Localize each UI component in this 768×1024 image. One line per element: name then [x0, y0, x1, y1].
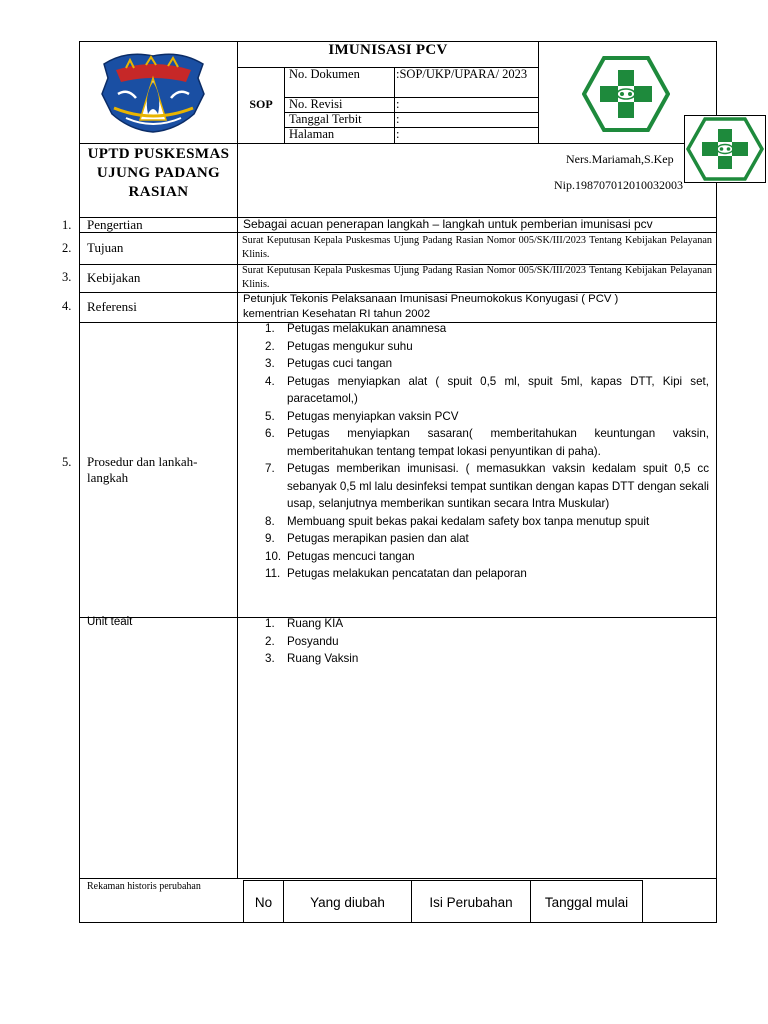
- doc-number-label: No. Dokumen: [289, 67, 360, 81]
- issue-date-label: Tanggal Terbit: [289, 112, 362, 126]
- section-number-3: 3.: [62, 270, 72, 284]
- puskesmas-logo: [582, 56, 670, 132]
- list-item: 7. Petugas memberikan imunisasi. ( memasukkan vaksin kedalam spuit 0,5 cc sebanyak 0,5 ml lalu desinfeksi tempat suntikan dengan kapas DTT dengan sekali usap, selanjutnya memberikan suntikan secara Intra Muskular): [265, 462, 709, 510]
- list-item: 3. Petugas cuci tangan: [265, 357, 393, 370]
- organization-name: UPTD PUSKESMAS UJUNG PADANG RASIAN: [87, 146, 230, 200]
- section-number-1: 1.: [62, 218, 72, 232]
- section-label-kebijakan: Kebijakan: [87, 270, 141, 285]
- section-number-4: 4.: [62, 299, 72, 313]
- section-content-tujuan: Surat Keputusan Kepala Puskesmas Ujung Padang Rasian Nomor 005/SK/III/2023 Tentang Kebijakan Pelayanan Klinis.: [242, 235, 712, 260]
- list-item: 2. Posyandu: [265, 634, 339, 648]
- list-item: 8. Membuang spuit bekas pakai kedalam safety box tanpa menutup spuit: [265, 514, 650, 528]
- list-item: 1. Petugas melakukan anamnesa: [265, 322, 447, 335]
- regional-emblem-logo: [96, 48, 211, 134]
- section-label-unit: Unit teait: [87, 616, 133, 628]
- signatory-nip: Nip.198707012010032003: [554, 178, 683, 192]
- doc-number-value: :SOP/UKP/UPARA/ 2023: [396, 67, 528, 81]
- list-item: 9. Petugas merapikan pasien dan alat: [265, 532, 469, 545]
- list-item: 10. Petugas mencuci tangan: [265, 549, 415, 563]
- history-header-no: No: [254, 895, 273, 910]
- section-label-referensi: Referensi: [87, 299, 137, 314]
- sop-label: SOP: [249, 97, 273, 111]
- section-content-kebijakan: Surat Keputusan Kepala Puskesmas Ujung Padang Rasian Nomor 005/SK/III/2023 Tentang Kebijakan Pelayanan Klinis.: [242, 265, 712, 290]
- section-label-tujuan: Tujuan: [87, 240, 124, 255]
- page-label: Halaman: [289, 127, 335, 141]
- signatory-name: Ners.Mariamah,S.Kep: [566, 152, 674, 166]
- procedure-steps-list: [241, 320, 709, 583]
- section-content-pengertian: Sebagai acuan penerapan langkah – langkah untuk pemberian imunisasi pcv: [243, 217, 653, 231]
- list-item: 6. Petugas menyiapkan sasaran( memberitahukan keuntungan vaksin, memberitahukan tentang tempat lokasi penyuntikan di paha).: [265, 427, 709, 458]
- issue-date-value: :: [396, 112, 400, 126]
- section-number-5: 5.: [62, 455, 72, 469]
- history-label: Rekaman historis perubahan: [87, 881, 201, 892]
- list-item: 4. Petugas menyiapkan alat ( spuit 0,5 ml, spuit 5ml, kapas DTT, Kipi set, paracetamol,): [265, 374, 709, 405]
- list-item: 2. Petugas mengukur suhu: [265, 339, 413, 353]
- revision-label: No. Revisi: [289, 97, 343, 111]
- history-header-changed: Yang diubah: [310, 895, 385, 910]
- list-item: 1. Ruang KIA: [265, 617, 344, 630]
- document-title: IMUNISASI PCV: [328, 42, 448, 58]
- page-value: :: [396, 127, 400, 141]
- puskesmas-logo-overlay: [684, 115, 766, 183]
- section-number-2: 2.: [62, 241, 72, 255]
- section-label-pengertian: Pengertian: [87, 217, 143, 232]
- section-content-referensi: Petunjuk Tekonis Pelaksanaan Imunisasi Pneumokokus Konyugasi ( PCV ) kementrian Kesehatan RI tahun 2002: [243, 293, 619, 320]
- units-list: [241, 615, 709, 668]
- section-label-prosedur: Prosedur dan lankah-langkah: [87, 454, 198, 485]
- list-item: 5. Petugas menyiapkan vaksin PCV: [265, 409, 459, 423]
- list-item: 11. Petugas melakukan pencatatan dan pelaporan: [265, 567, 527, 580]
- revision-value: :: [396, 97, 400, 111]
- history-header-content: Isi Perubahan: [429, 895, 513, 910]
- list-item: 3. Ruang Vaksin: [265, 652, 359, 665]
- history-header-start-date: Tanggal mulai: [544, 895, 629, 910]
